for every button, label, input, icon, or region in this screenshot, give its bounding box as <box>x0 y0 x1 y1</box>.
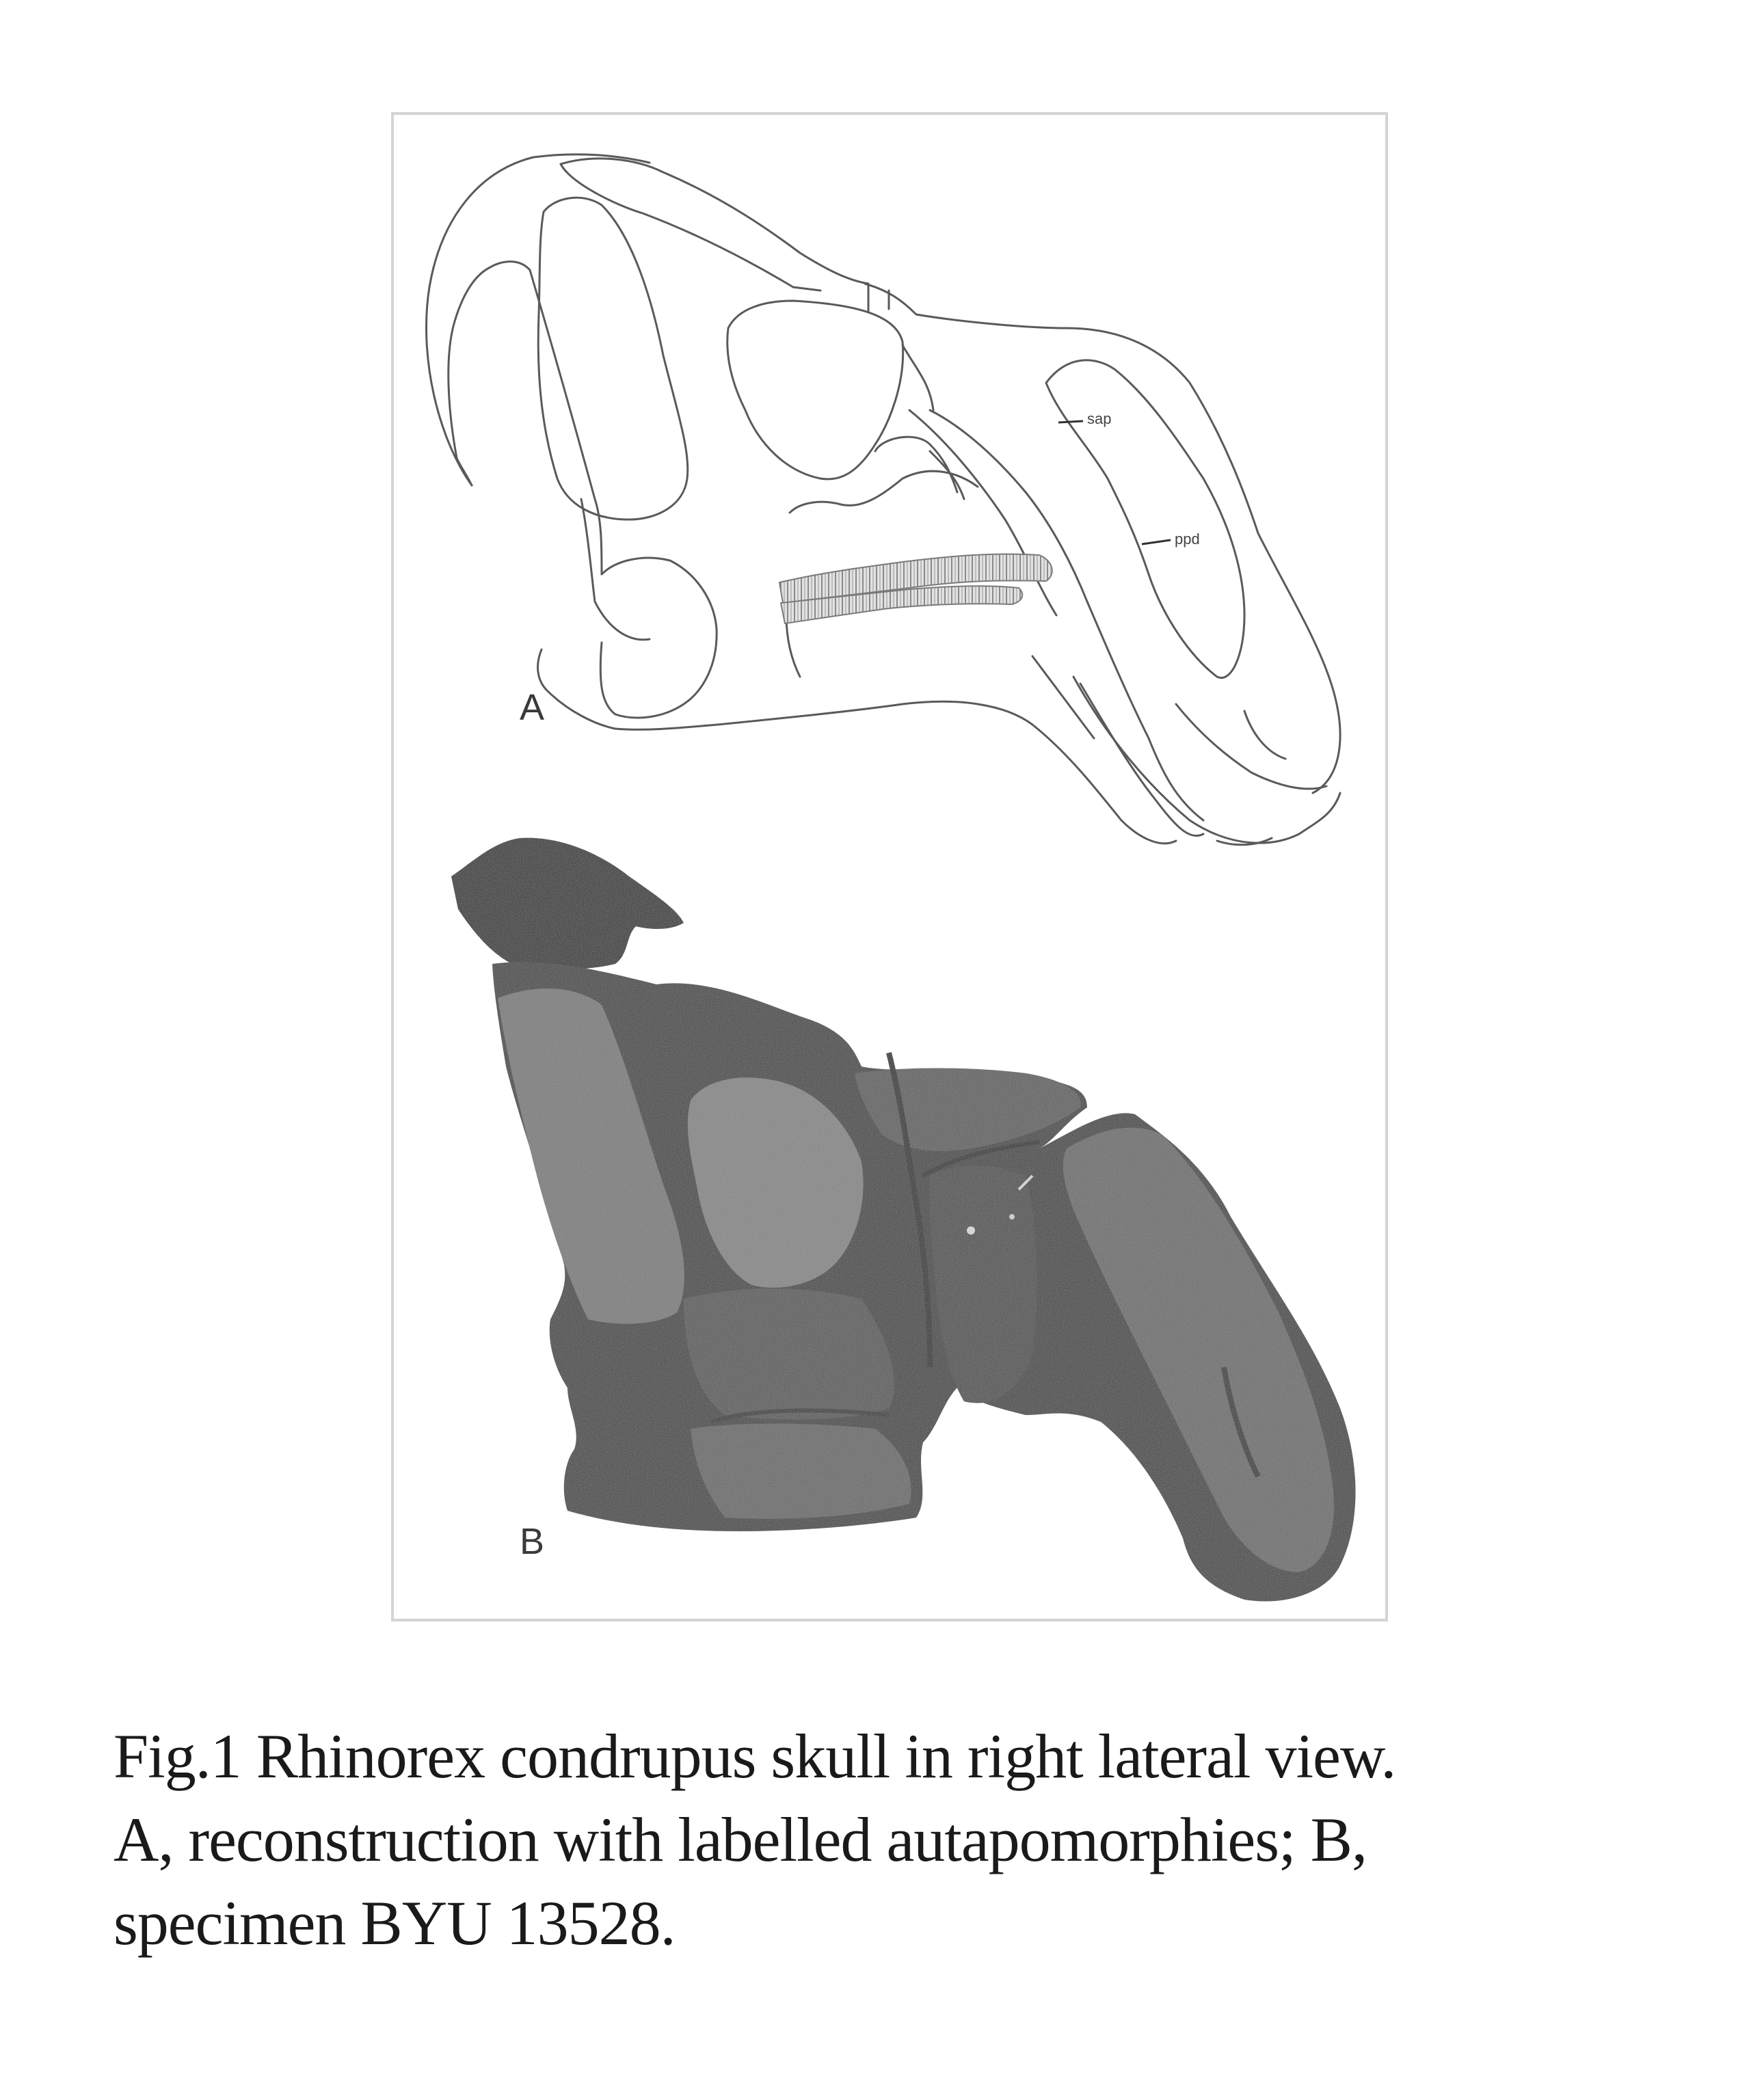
specimen-photo-b <box>451 838 1356 1602</box>
caption-line-1: Fig.1 Rhinorex condrupus skull in right lateral view. <box>114 1721 1396 1791</box>
annotation-ppd: ppd <box>1175 530 1200 548</box>
caption-line-2: A, reconstruction with labelled autapomorphies; B, <box>114 1805 1367 1874</box>
panel-label-b: B <box>520 1521 545 1562</box>
annotation-arrows <box>1058 421 1171 544</box>
annotation-sap: sap <box>1087 410 1112 427</box>
panel-label-a: A <box>520 687 545 728</box>
caption-line-3: specimen BYU 13528. <box>114 1888 676 1958</box>
dental-battery <box>779 554 1052 623</box>
skull-drawing-a <box>426 154 1340 845</box>
figure-caption <box>114 1714 1652 1965</box>
